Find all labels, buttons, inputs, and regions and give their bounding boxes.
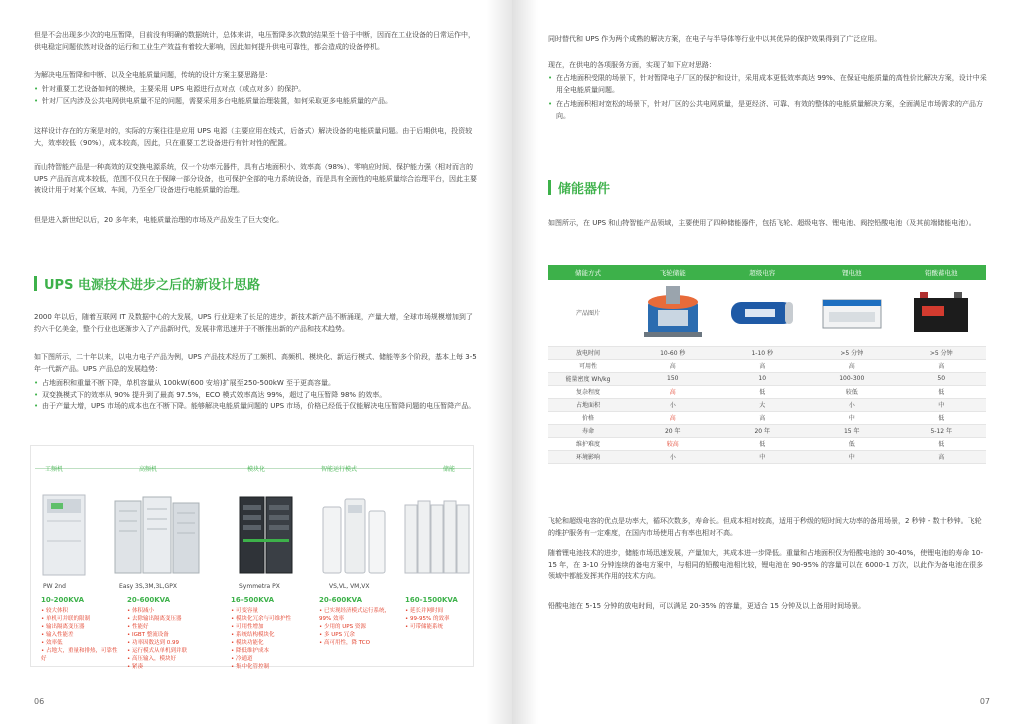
smart-mode-ups-image xyxy=(319,491,389,576)
table-cell: 低 xyxy=(897,385,987,398)
feature-item: • 模块化冗余与可维护性 xyxy=(231,615,311,623)
feature-item: • 模块功能化 xyxy=(231,639,311,647)
feature-item: • 单机可并联的限制 xyxy=(41,615,121,623)
table-cell: 较低 xyxy=(807,385,897,398)
flywheel-image xyxy=(634,282,712,342)
feature-item: • 体积减小 xyxy=(127,607,207,615)
feature-item: • 输入性能差 xyxy=(41,631,121,639)
product-capacity: 160-1500KVA xyxy=(405,596,458,604)
right-section-heading xyxy=(548,178,610,197)
storage-ups-row-image xyxy=(403,491,471,576)
right-paragraph-2: 现在，在供电的各项服务方面，实现了如下应对思路： xyxy=(548,61,716,69)
product-features xyxy=(231,607,311,671)
left-paragraph-1: 但是不会出现多少次的电压暂降，目前没有明确的数据统计，总体来讲，电压暂降多次数的结果至十倍于中断，因而在工业设备的日常运作中，供电稳定问题依然对设备的运行和工业生产效益有着较大影响，因此如何提升供电可靠性，都会造成的设备停机。 xyxy=(34,31,475,51)
ups-evolution-panel xyxy=(30,445,474,670)
table-header: 锂电池 xyxy=(807,265,897,280)
product-column xyxy=(41,596,121,663)
table-header: 超级电容 xyxy=(718,265,808,280)
row-label: 占地面积 xyxy=(548,398,628,411)
right-bullets-1 xyxy=(548,73,988,122)
feature-item: • 延长并网时间 xyxy=(405,607,471,615)
left-paragraph-6: 2000 年以后，随着互联网 IT 及数据中心的大发展，UPS 行业迎来了长足的进步，新技术新产品不断涌现，产量大增，全球市场规模增加到了约六千亿美金，整个行业也逐渐步入了产品新时代，发展非常迅速并于不断推出新的产品和技术趋势。 xyxy=(34,313,473,333)
table-cell: 高 xyxy=(628,411,718,424)
section-title: UPS 电源技术进步之后的新设计思路 xyxy=(44,278,260,293)
gutter-shadow xyxy=(486,0,512,724)
table-cell: 大 xyxy=(718,398,808,411)
table-header: 储能方式 xyxy=(548,265,628,280)
product-column xyxy=(231,596,311,671)
table-cell: 20 年 xyxy=(628,424,718,437)
table-cell: 中 xyxy=(807,411,897,424)
table-cell: 高 xyxy=(897,359,987,372)
table-cell: 5-12 年 xyxy=(897,424,987,437)
table-cell xyxy=(718,280,808,346)
table-cell: 低 xyxy=(807,437,897,450)
table-cell: 小 xyxy=(628,398,718,411)
ups-cabinet-image xyxy=(41,491,87,576)
row-label: 能量密度 Wh/kg xyxy=(548,372,628,385)
feature-item: • IGBT 整流设备 xyxy=(127,631,207,639)
feature-item: • 高可用性，降 TCO xyxy=(319,639,399,647)
product-features xyxy=(405,607,471,631)
table-cell: 低 xyxy=(718,385,808,398)
feature-item: • 99-95% 的效率 xyxy=(405,615,471,623)
feature-item: • 效率低 xyxy=(41,639,121,647)
row-label: 环境影响 xyxy=(548,450,628,463)
table-row xyxy=(548,346,986,359)
product-capacity: 20-600KVA xyxy=(127,596,171,604)
product-name: PW 2nd xyxy=(43,583,66,590)
right-paragraph-5: 随着锂电池技术的进步，储能市场迅速发展，产量加大，其成本进一步降低。重量和占地面积仅为铅酸电池的 30-40%，使锂电池的寿命 10-15 年，在 3-10 分钟连续的备电方案中，与相同的铅酸电池相比较，锂电池在 90-95% 的容量可以在 6000-1 万次，以此作为备电池在很多领域中都能发挥其作用的技术方向。 xyxy=(548,549,984,580)
table-cell: 100-300 xyxy=(807,372,897,385)
left-paragraph-5: 但是进入新世纪以后，20 多年来，电能质量治理的市场及产品发生了巨大变化。 xyxy=(34,216,284,224)
bullet-item: • 在占地面积受限的场景下，针对暂降电子厂区的保护和设计，采用成本更低效率高达 99%、在保证电能质量的高性价比解决方案，设计中采用全电能质量问题。 xyxy=(548,73,988,96)
stage-label: 智能运行模式 xyxy=(321,466,358,473)
feature-item: • 可用性增加 xyxy=(231,623,311,631)
storage-comparison-table xyxy=(548,265,986,464)
product-features xyxy=(41,607,121,663)
right-paragraph-6: 铅酸电池在 5-15 分钟的放电时间，可以满足 20-35% 的容量，更适合 15 分钟及以上备用时间场景。 xyxy=(548,602,866,610)
feature-item: • 少用的 UPS 资源 xyxy=(319,623,399,631)
table-row xyxy=(548,280,986,346)
product-name: Easy 3S,3M,3L,GPX xyxy=(119,583,177,590)
table-row xyxy=(548,372,986,385)
right-paragraph-1: 同时替代和 UPS 作为两个成熟的解决方案，在电子与半导体等行业中以其优异的保护效果得到了广泛应用。 xyxy=(548,35,882,43)
stage-label: 高频机 xyxy=(139,466,158,473)
table-cell: 20 年 xyxy=(718,424,808,437)
feature-item: • 去除输出隔离变压器 xyxy=(127,615,207,623)
row-label: 产品图片 xyxy=(548,280,628,346)
left-paragraph-7: 如下图所示，二十年以来，以电力电子产品为例，UPS 产品技术经历了工频机、高频机、模块化、新运行模式、储能等多个阶段，基本上每 3-5 年一代新产品。UPS 产品总的发展趋势： xyxy=(34,353,477,373)
table-header: 铅酸蓄电池 xyxy=(897,265,987,280)
section-bar xyxy=(34,276,37,291)
feature-item: • 已实现经济模式运行系统，99% 效率 xyxy=(319,607,399,623)
left-paragraph-3: 这样设计存在的方案是对的，实际的方案往往是应用 UPS 电源（主要应用在线式，后备式）解决设备的电能质量问题。由于后期供电，投资较大，效率较低（90%），成本较高，因此，只在重要工艺设备进行有针对性的配置。 xyxy=(34,127,473,147)
table-cell xyxy=(628,280,718,346)
product-features xyxy=(127,607,207,671)
table-cell: 高 xyxy=(718,411,808,424)
table-cell: 低 xyxy=(897,437,987,450)
bullet-item: • 由于产量大增，UPS 市场的成本也在不断下降。能够解决电能质量问题的 UPS 市场，价格已经低于仅能解决电压暂降问题的电压暂降产品。 xyxy=(34,401,478,413)
lithium-battery-image xyxy=(813,282,891,342)
supercapacitor-image xyxy=(723,282,801,342)
modular-ups-image xyxy=(236,491,296,576)
stage-label: 工频机 xyxy=(45,466,64,473)
table-cell: >5 分钟 xyxy=(897,346,987,359)
table-row xyxy=(548,359,986,372)
section-title: 储能器件 xyxy=(558,182,611,197)
table-cell: 高 xyxy=(628,359,718,372)
table-row xyxy=(548,424,986,437)
feature-item: • 集中化管控制 xyxy=(231,663,311,671)
table-cell: 小 xyxy=(807,398,897,411)
row-label: 维护难度 xyxy=(548,437,628,450)
table-header-row xyxy=(548,265,986,280)
stage-label: 模块化 xyxy=(247,466,266,473)
left-bullets-2 xyxy=(34,378,478,413)
table-cell: 1-10 秒 xyxy=(718,346,808,359)
table-cell: 高 xyxy=(897,450,987,463)
table-cell: 中 xyxy=(897,398,987,411)
page-number: 06 xyxy=(34,697,45,706)
table-row xyxy=(548,398,986,411)
lead-acid-battery-image xyxy=(902,282,980,342)
table-cell: 高 xyxy=(718,359,808,372)
feature-item: • 高压输入，模块好 xyxy=(127,655,207,663)
table-cell: 中 xyxy=(807,450,897,463)
table-cell: 50 xyxy=(897,372,987,385)
table-cell: 10-60 秒 xyxy=(628,346,718,359)
feature-item: • 系统结构模块化 xyxy=(231,631,311,639)
page-number: 07 xyxy=(979,697,990,706)
product-name: VS,VL, VM,VX xyxy=(329,583,370,590)
feature-item: • 冷通道 xyxy=(231,655,311,663)
product-column xyxy=(127,596,207,671)
row-label: 复杂程度 xyxy=(548,385,628,398)
bullet-item: • 在占地面积相对宽松的场景下，针对厂区的公共电网质量，是更经济、可靠、有效的整体的电能质量解决方案，全面满足市场需求的产品方向。 xyxy=(548,99,988,122)
feature-item: • 降低维护成本 xyxy=(231,647,311,655)
product-capacity: 16-500KVA xyxy=(231,596,275,604)
table-cell: 150 xyxy=(628,372,718,385)
feature-item: • 可带储能系统 xyxy=(405,623,471,631)
product-capacity: 10-200KVA xyxy=(41,596,85,604)
table-cell: 10 xyxy=(718,372,808,385)
table-cell xyxy=(897,280,987,346)
ups-rack-group-image xyxy=(111,491,203,576)
table-cell: 较高 xyxy=(628,437,718,450)
product-features xyxy=(319,607,399,647)
feature-item: • 输出隔离变压器 xyxy=(41,623,121,631)
row-label: 放电时间 xyxy=(548,346,628,359)
table-cell: 低 xyxy=(897,411,987,424)
product-name: Symmetra PX xyxy=(239,583,280,590)
left-bullets-1 xyxy=(34,84,478,107)
table-row xyxy=(548,385,986,398)
table-cell: >5 分钟 xyxy=(807,346,897,359)
table-cell: 高 xyxy=(807,359,897,372)
table-row xyxy=(548,437,986,450)
feature-item: • 紧凑 xyxy=(127,663,207,671)
feature-item: • 较大体积 xyxy=(41,607,121,615)
feature-item: • 占地大，重量和排热，可靠性好 xyxy=(41,647,121,663)
row-label: 寿命 xyxy=(548,424,628,437)
table-cell: 小 xyxy=(628,450,718,463)
bullet-item: • 占地面积和重量不断下降，单机容量从 100kW(600 安培)扩展至250-500kW 至于更高容量。 xyxy=(34,378,478,390)
bullet-item: • 双变换模式下的效率从 90% 提升到了最高 97.5%，ECO 模式效率高达 99%，超过了电压暂降 98% 的效率。 xyxy=(34,390,478,402)
row-label: 价格 xyxy=(548,411,628,424)
right-paragraph-3: 如图所示，在 UPS 和山特智能产品领域，主要使用了四种储能器件，包括飞轮、超级电容、锂电池、阀控铅酸电池（及其前端储能电池）。 xyxy=(548,219,976,227)
section-bar xyxy=(548,180,551,195)
feature-item: • 性能好 xyxy=(127,623,207,631)
product-column xyxy=(319,596,399,647)
table-cell xyxy=(807,280,897,346)
right-paragraph-4: 飞轮和超级电容的优点是功率大，循环次数多，寿命长。但成本相对较高，适用于秒级的短时间大功率的备用场景，2 秒钟 - 数十秒钟。飞轮的维护服务有一定难度，在国内市场使用占有率也相对不高。 xyxy=(548,517,982,537)
table-cell: 高 xyxy=(628,385,718,398)
table-cell: 低 xyxy=(718,437,808,450)
table-cell: 中 xyxy=(718,450,808,463)
stage-label: 储能 xyxy=(443,466,456,473)
feature-item: • 多 UPS 冗余 xyxy=(319,631,399,639)
bullet-item: • 针对重要工艺设备如何的模块，主要采用 UPS 电源进行点对点（或点对多）的保护。 xyxy=(34,84,478,96)
feature-item: • 运行模式从单机到并联 xyxy=(127,647,207,655)
left-section-heading xyxy=(34,274,260,293)
left-paragraph-4: 而山特智能产品是一种高效的双变换电源系统，仅一个功率元器件，具有占地面积小、效率高（98%）、零响应时间、保护能力强（相对而言的UPS 产品而言成本较低，范围不仅只在于保障一部分设备，也可保护全部的电力系统设备，而是具有全面性的电能质量综合治理平台，因此主要被设计用于对某个区域、车间，乃至全厂设备进行电能质量的治理。 xyxy=(34,163,478,194)
product-capacity: 20-600KVA xyxy=(319,596,363,604)
product-column xyxy=(405,596,471,631)
bullet-item: • 针对厂区内涉及公共电网供电质量不足的问题，需要采用多台电能质量治理装置，如何采取更多电能质量的产品。 xyxy=(34,96,478,108)
table-cell: 15 年 xyxy=(807,424,897,437)
feature-item: • 功率因数达到 0.99 xyxy=(127,639,207,647)
table-row xyxy=(548,411,986,424)
left-paragraph-2: 为解决电压暂降和中断、以及全电能质量问题，传统的设计方案主要思路是： xyxy=(34,71,272,79)
table-row xyxy=(548,450,986,463)
table-header: 飞轮储能 xyxy=(628,265,718,280)
feature-item: • 可变容量 xyxy=(231,607,311,615)
row-label: 可用性 xyxy=(548,359,628,372)
gutter-shadow xyxy=(512,0,538,724)
